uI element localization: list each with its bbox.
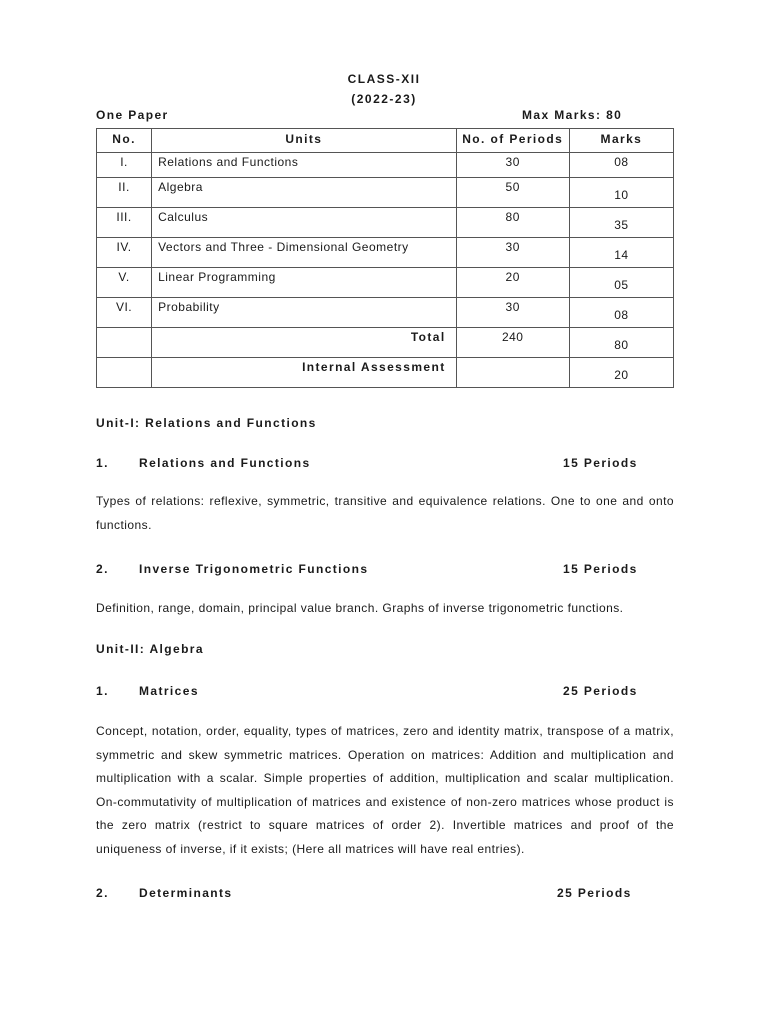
unit2-topic2-periods: 25 Periods bbox=[557, 886, 632, 900]
unit2-topic2-title: Determinants bbox=[139, 886, 233, 900]
row-periods: 30 bbox=[505, 240, 520, 254]
total-periods: 240 bbox=[501, 330, 524, 344]
row-marks: 10 bbox=[614, 188, 629, 202]
unit1-topic1-number: 1. bbox=[96, 456, 109, 470]
row-periods: 80 bbox=[505, 210, 520, 224]
row-unit: Algebra bbox=[158, 180, 203, 194]
internal-assessment-marks: 20 bbox=[614, 368, 629, 382]
row-marks: 08 bbox=[614, 308, 629, 322]
unit1-topic2-number: 2. bbox=[96, 562, 109, 576]
row-marks: 05 bbox=[614, 278, 629, 292]
row-no: IV. bbox=[116, 240, 132, 254]
row-no: III. bbox=[116, 210, 132, 224]
total-label: Total bbox=[410, 330, 446, 344]
row-unit: Probability bbox=[158, 300, 220, 314]
table-header-row bbox=[97, 129, 674, 153]
unit1-topic2-title: Inverse Trigonometric Functions bbox=[139, 562, 369, 576]
total-marks: 80 bbox=[614, 338, 629, 352]
table-row bbox=[97, 298, 674, 328]
unit2-heading: Unit-II: Algebra bbox=[96, 642, 204, 656]
paper-label: One Paper bbox=[96, 108, 169, 122]
unit1-heading: Unit-I: Relations and Functions bbox=[96, 416, 317, 430]
internal-assessment-label: Internal Assessment bbox=[302, 360, 446, 374]
unit2-topic1-description: Concept, notation, order, equality, types of matrices, zero and identity matrix, transpose of a matrix, symmetric and skew symmetric matrices. Operation on matrices: Addition and multiplication and multiplication with a scalar. Simple properties of addition, multiplication and scalar multiplication. On-commutativity of multiplication of matrices and existence of non-zero matrices whose product is the zero matrix (restrict to square matrices of order 2). Invertible matrices and proof of the uniqueness of inverse, if it exists; (Here all matrices will have real entries). bbox=[96, 724, 674, 856]
table-row bbox=[97, 238, 674, 268]
row-unit: Calculus bbox=[158, 210, 209, 224]
max-marks-label: Max Marks: 80 bbox=[522, 108, 623, 122]
unit2-topic1-title: Matrices bbox=[139, 684, 199, 698]
row-periods: 30 bbox=[505, 155, 520, 169]
column-header-marks: Marks bbox=[569, 129, 673, 153]
row-marks: 14 bbox=[614, 248, 629, 262]
unit1-topic1-description: Types of relations: reflexive, symmetric, transitive and equivalence relations. One to one and onto functions. bbox=[96, 494, 674, 532]
row-no: II. bbox=[118, 180, 130, 194]
internal-assessment-row bbox=[97, 358, 674, 388]
session-year: (2022-23) bbox=[351, 92, 417, 106]
column-header-no: No. bbox=[97, 129, 152, 153]
unit1-topic1-periods: 15 Periods bbox=[563, 456, 638, 470]
unit1-topic1-title: Relations and Functions bbox=[139, 456, 311, 470]
row-marks: 35 bbox=[614, 218, 629, 232]
row-no: V. bbox=[118, 270, 130, 284]
table-row bbox=[97, 268, 674, 298]
column-header-periods: No. of Periods bbox=[456, 129, 569, 153]
row-unit: Relations and Functions bbox=[158, 155, 299, 169]
unit2-topic2-number: 2. bbox=[96, 886, 109, 900]
row-unit: Vectors and Three - Dimensional Geometry bbox=[158, 240, 409, 254]
syllabus-table bbox=[96, 128, 674, 388]
row-no: VI. bbox=[115, 300, 133, 314]
unit2-topic1-number: 1. bbox=[96, 684, 109, 698]
unit2-topic1-periods: 25 Periods bbox=[563, 684, 638, 698]
table-row bbox=[97, 178, 674, 208]
row-periods: 20 bbox=[505, 270, 520, 284]
column-header-units: Units bbox=[152, 129, 457, 153]
total-row bbox=[97, 328, 674, 358]
row-unit: Linear Programming bbox=[158, 270, 276, 284]
class-title: CLASS-XII bbox=[347, 72, 421, 86]
row-no: I. bbox=[120, 155, 128, 169]
row-marks: 08 bbox=[614, 155, 629, 169]
unit1-topic2-description: Definition, range, domain, principal value branch. Graphs of inverse trigonometric functions. bbox=[96, 601, 624, 615]
unit1-topic2-periods: 15 Periods bbox=[563, 562, 638, 576]
row-periods: 50 bbox=[505, 180, 520, 194]
table-row bbox=[97, 208, 674, 238]
row-periods: 30 bbox=[505, 300, 520, 314]
table-row bbox=[97, 153, 674, 178]
